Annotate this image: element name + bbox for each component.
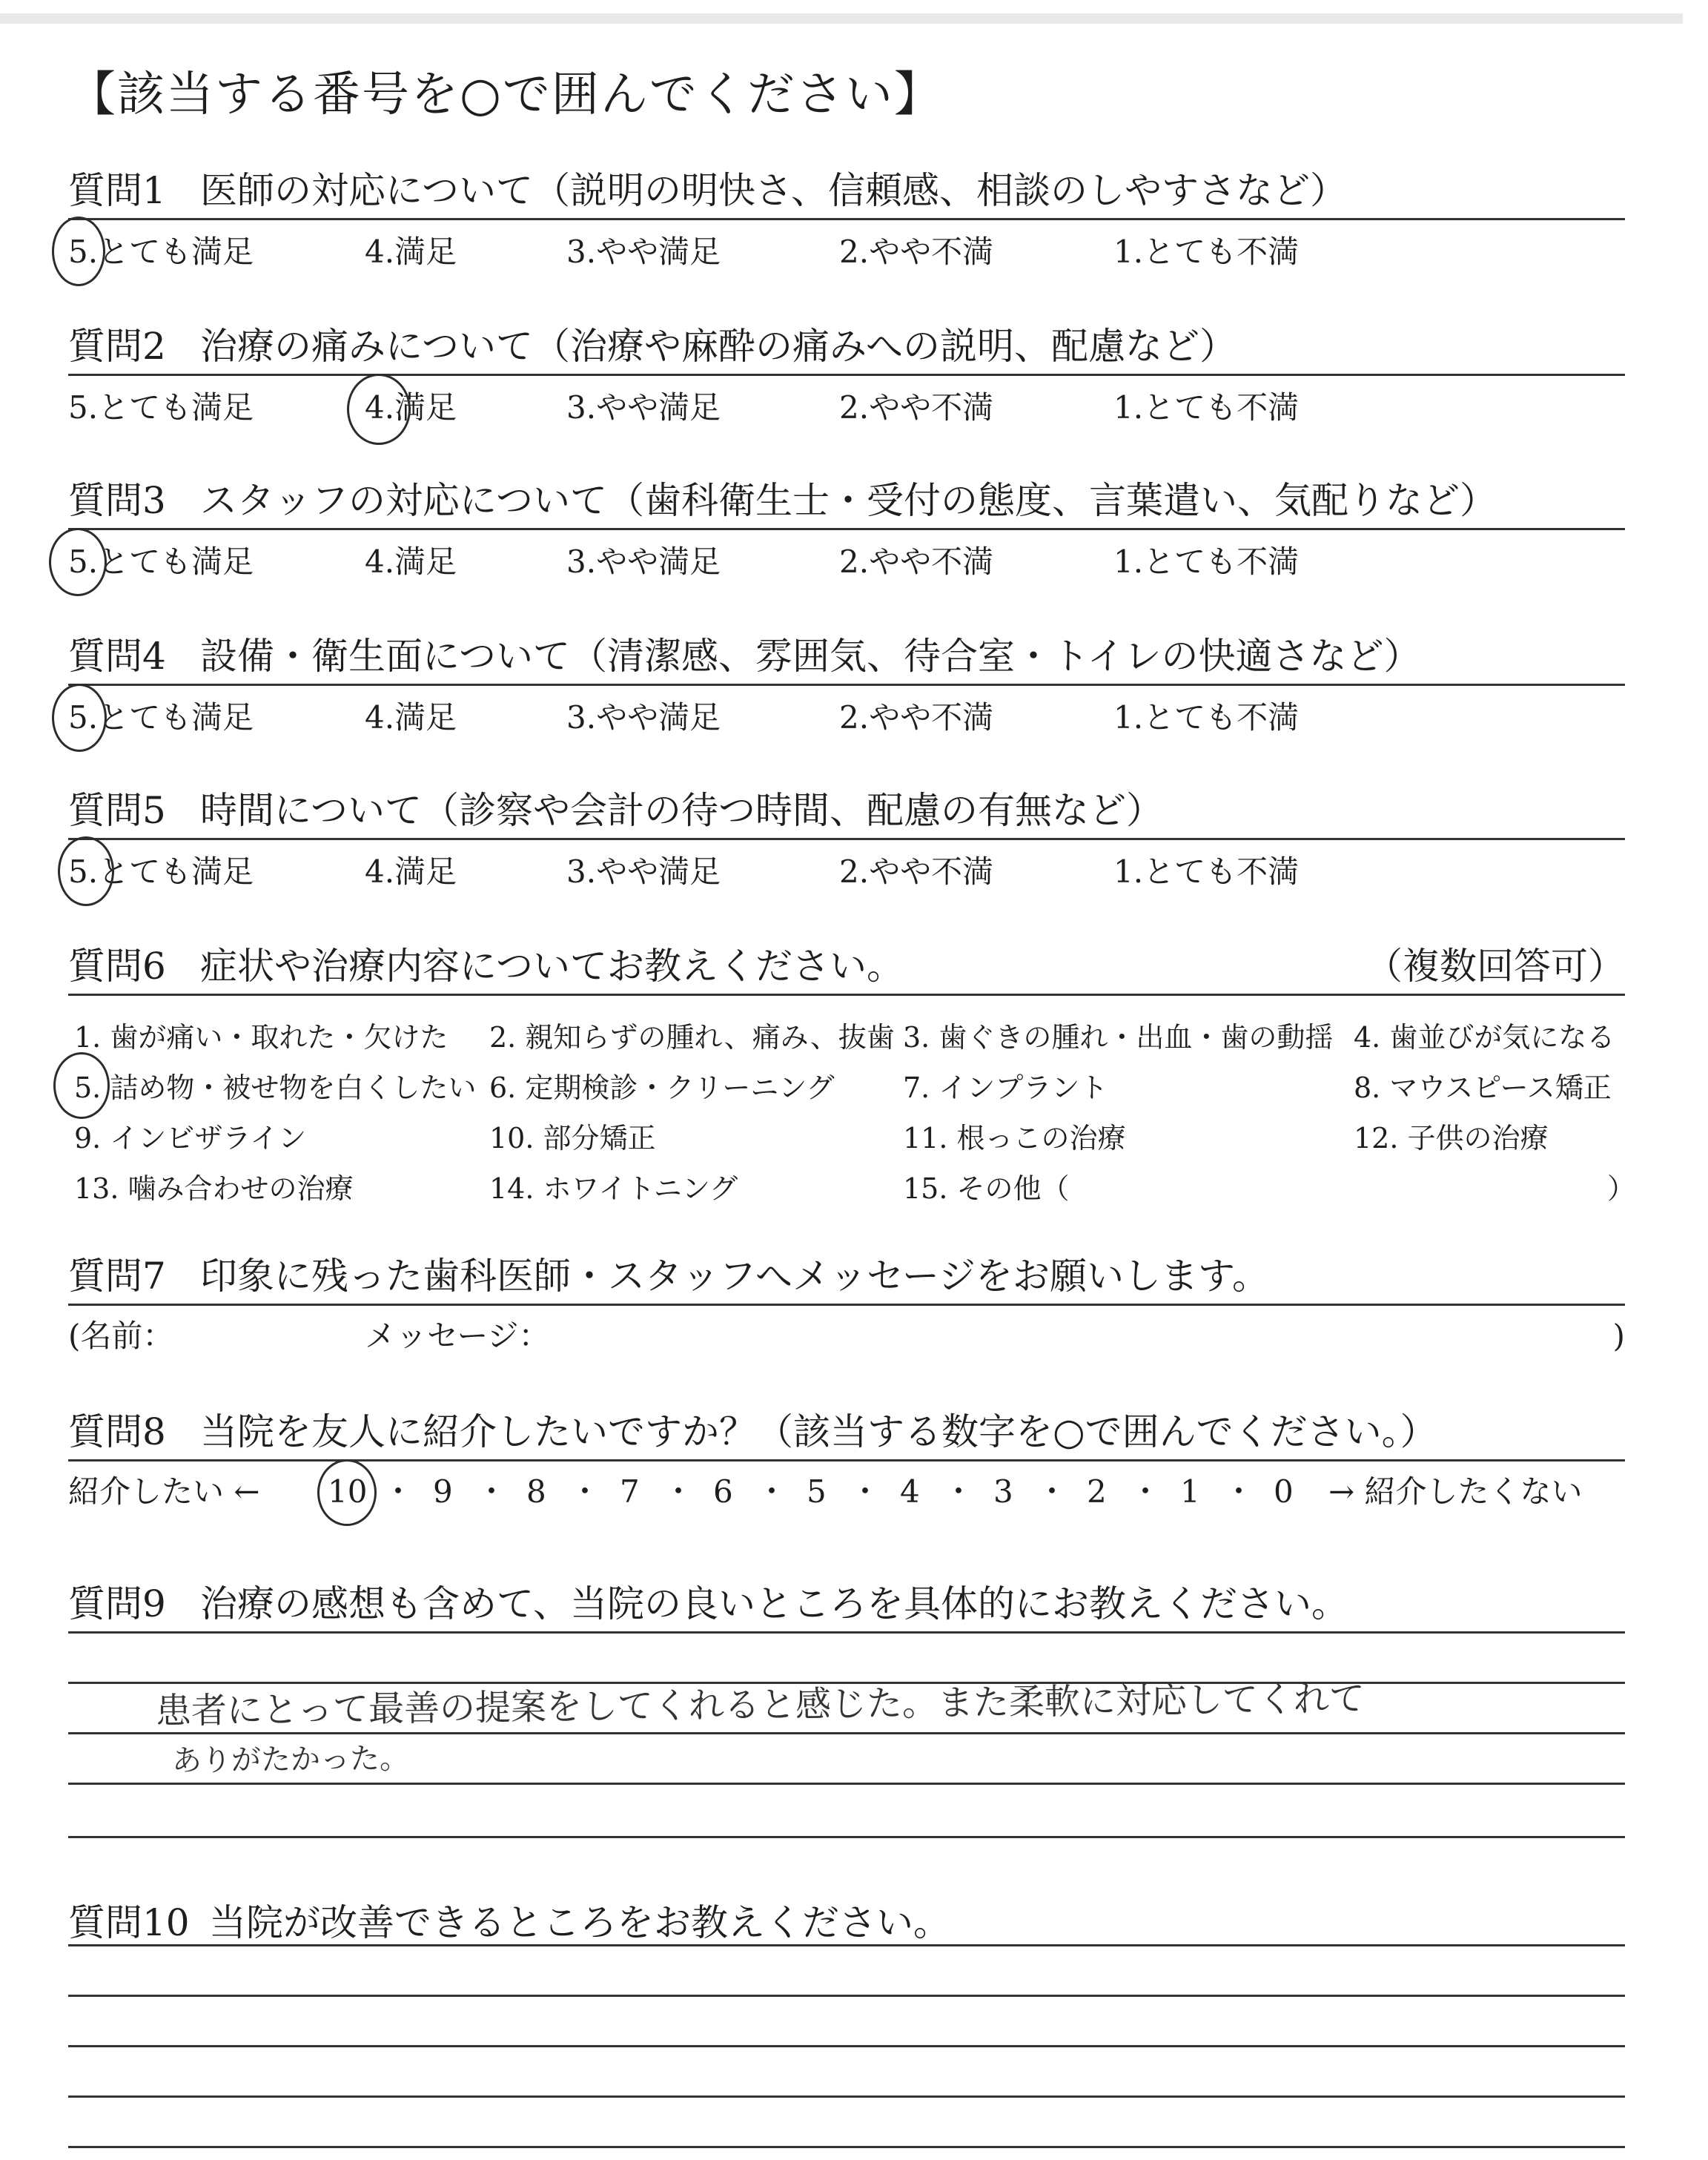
selection-circle (317, 1459, 377, 1526)
option-1[interactable]: 1.とても不満 (1113, 389, 1300, 426)
symptom-option[interactable]: 3. 歯ぐきの腫れ・出血・歯の動揺 (903, 1021, 1334, 1054)
scale-9[interactable]: 9 (433, 1473, 453, 1510)
option-5[interactable]: 5.とても満足 (68, 544, 254, 580)
question-6 (68, 940, 1625, 1007)
handwritten-answer-line-1: 患者にとって最善の提案をしてくれると感じた。また柔軟に対応してくれて (155, 1677, 1366, 1732)
symptom-options-grid (74, 1012, 1636, 1220)
divider (68, 374, 1625, 376)
scale-7[interactable]: 7 (620, 1473, 640, 1510)
symptom-option[interactable]: 12. 子供の治療 (1354, 1122, 1549, 1155)
option-2[interactable]: 2.やや不満 (839, 389, 994, 426)
option-2[interactable]: 2.やや不満 (839, 853, 994, 890)
not-recommend-label: → 紹介したくない (1328, 1473, 1583, 1510)
handwritten-answer-line-2: ありがたかった。 (171, 1741, 410, 1778)
symptom-option[interactable]: 14. ホワイトニング (489, 1172, 738, 1205)
question-text: 当院が改善できるところをお教えください。 (209, 1901, 950, 1944)
question-text: 治療の感想も含めて、当院の良いところを具体的にお教えください。 (200, 1582, 1348, 1625)
close-paren: ) (1612, 1318, 1625, 1354)
recommend-scale-row (68, 1470, 1625, 1514)
rating-options-q5 (68, 850, 1625, 894)
question-number: 質問5 (68, 789, 166, 832)
question-text: 設備・衛生面について（清潔感、雰囲気、待合室・トイレの快適さなど） (200, 635, 1421, 678)
scale-1[interactable]: 1 (1180, 1473, 1200, 1510)
question-number: 質問4 (68, 635, 166, 678)
selection-circle (52, 684, 107, 752)
question-3 (68, 475, 1625, 541)
option-4[interactable]: 4.満足 (365, 234, 457, 270)
question-text: 症状や治療内容についてお教えください。 (200, 945, 904, 988)
question-text: スタッフの対応について（歯科衛生士・受付の態度、言葉遣い、気配りなど） (200, 479, 1497, 522)
scale-separator: ・ (1036, 1473, 1068, 1510)
question-number: 質問1 (68, 169, 166, 212)
scale-6[interactable]: 6 (713, 1473, 733, 1510)
option-4[interactable]: 4.満足 (365, 389, 457, 426)
rating-options-q2 (68, 386, 1625, 430)
scale-5[interactable]: 5 (807, 1473, 827, 1510)
selection-circle (53, 1052, 110, 1119)
symptom-option[interactable]: 8. マウスピース矯正 (1354, 1071, 1612, 1104)
option-5[interactable]: 5.とても満足 (68, 853, 254, 890)
answer-line (68, 2095, 1625, 2098)
question-number: 質問3 (68, 479, 166, 522)
answer-line (68, 1995, 1625, 1997)
scale-separator: ・ (850, 1473, 881, 1510)
option-2[interactable]: 2.やや不満 (839, 544, 994, 580)
scale-3[interactable]: 3 (993, 1473, 1013, 1510)
option-1[interactable]: 1.とても不満 (1113, 853, 1300, 890)
scale-10[interactable]: 10 (328, 1473, 368, 1510)
question-text: 医師の対応について（説明の明快さ、信頼感、相談のしやすさなど） (200, 169, 1347, 212)
option-1[interactable]: 1.とても不満 (1113, 234, 1300, 270)
symptom-option[interactable]: 11. 根っこの治療 (903, 1122, 1126, 1155)
scale-separator: ・ (1223, 1473, 1255, 1510)
divider (68, 1459, 1625, 1462)
option-5[interactable]: 5.とても満足 (68, 234, 254, 270)
instruction-heading: 【該当する番号を○で囲んでください】 (68, 67, 943, 122)
scale-0[interactable]: 0 (1274, 1473, 1294, 1510)
recommend-label: 紹介したい ← (68, 1473, 260, 1510)
question-text: 治療の痛みについて（治療や麻酔の痛みへの説明、配慮など） (200, 325, 1237, 368)
symptom-option[interactable]: 10. 部分矯正 (489, 1122, 656, 1155)
option-3[interactable]: 3.やや満足 (566, 699, 721, 736)
scan-edge (0, 13, 1683, 24)
question-9 (68, 1578, 1625, 1645)
option-5[interactable]: 5.とても満足 (68, 389, 254, 426)
option-1[interactable]: 1.とても不満 (1113, 699, 1300, 736)
option-1[interactable]: 1.とても不満 (1113, 544, 1300, 580)
rating-options-q3 (68, 540, 1625, 584)
divider (68, 528, 1625, 530)
symptom-option[interactable]: 13. 噛み合わせの治療 (74, 1172, 354, 1205)
symptom-option[interactable]: 5. 詰め物・被せ物を白くしたい (74, 1071, 477, 1104)
divider (68, 218, 1625, 220)
symptom-option[interactable]: 4. 歯並びが気になる (1354, 1021, 1615, 1054)
multiple-answers-note: （複数回答可） (1366, 945, 1625, 988)
selection-circle (52, 217, 105, 286)
scale-separator: ・ (1130, 1473, 1162, 1510)
answer-line (68, 1631, 1625, 1634)
question-number: 質問2 (68, 325, 166, 368)
selection-circle (58, 836, 114, 906)
divider (68, 1304, 1625, 1306)
scale-separator: ・ (943, 1473, 975, 1510)
question-text: 時間について（診察や会計の待つ時間、配慮の有無など） (200, 789, 1163, 832)
symptom-option[interactable]: 9. インビザライン (74, 1122, 307, 1155)
option-4[interactable]: 4.満足 (365, 699, 457, 736)
option-3[interactable]: 3.やや満足 (566, 853, 721, 890)
divider (68, 684, 1625, 686)
answer-line (68, 1732, 1625, 1734)
question-number: 質問8 (68, 1410, 166, 1453)
answer-line (68, 2045, 1625, 2047)
message-label: メッセージ： (365, 1318, 550, 1354)
answer-line (68, 1944, 1625, 1946)
symptom-option[interactable]: 2. 親知らずの腫れ、痛み、抜歯 (489, 1021, 895, 1054)
answer-line (68, 1836, 1625, 1838)
symptom-option[interactable]: 6. 定期検診・クリーニング (489, 1071, 835, 1104)
divider (68, 838, 1625, 840)
question-number: 質問7 (68, 1255, 166, 1298)
option-3[interactable]: 3.やや満足 (566, 389, 721, 426)
scale-separator: ・ (569, 1473, 601, 1510)
other-close-paren: ） (1607, 1172, 1636, 1205)
rating-options-q1 (68, 230, 1625, 274)
scale-separator: ・ (476, 1473, 508, 1510)
question-number: 質問6 (68, 945, 166, 988)
question-8 (68, 1406, 1625, 1473)
symptom-option[interactable]: 1. 歯が痛い・取れた・欠けた (74, 1021, 448, 1054)
option-3[interactable]: 3.やや満足 (566, 234, 721, 270)
question-7 (68, 1250, 1625, 1317)
option-3[interactable]: 3.やや満足 (566, 544, 721, 580)
option-5[interactable]: 5.とても満足 (68, 699, 254, 736)
name-label: (名前： (68, 1318, 174, 1354)
question-number: 質問10 (68, 1901, 190, 1944)
answer-line (68, 2146, 1625, 2148)
rating-options-q4 (68, 696, 1625, 740)
symptom-option-other[interactable]: 15. その他（ (903, 1172, 1070, 1205)
scale-separator: ・ (383, 1473, 414, 1510)
question-1 (68, 165, 1625, 231)
question-text: 当院を友人に紹介したいですか？（該当する数字を○で囲んでください。） (200, 1410, 1437, 1453)
option-4[interactable]: 4.満足 (365, 853, 457, 890)
scale-separator: ・ (663, 1473, 695, 1510)
question-5 (68, 785, 1625, 851)
option-2[interactable]: 2.やや不満 (839, 699, 994, 736)
question-number: 質問9 (68, 1582, 166, 1625)
question-text: 印象に残った歯科医師・スタッフへメッセージをお願いします。 (200, 1255, 1269, 1298)
answer-line (68, 1783, 1625, 1785)
symptom-option[interactable]: 7. インプラント (903, 1071, 1108, 1104)
divider (68, 994, 1625, 996)
scale-4[interactable]: 4 (900, 1473, 920, 1510)
question-4 (68, 630, 1625, 697)
question-2 (68, 320, 1625, 387)
option-4[interactable]: 4.満足 (365, 544, 457, 580)
selection-circle (49, 528, 107, 596)
question-10 (68, 1897, 1625, 1964)
selection-circle (347, 374, 411, 445)
scale-separator: ・ (756, 1473, 788, 1510)
option-2[interactable]: 2.やや不満 (839, 234, 994, 270)
scale-2[interactable]: 2 (1087, 1473, 1107, 1510)
scale-8[interactable]: 8 (526, 1473, 546, 1510)
